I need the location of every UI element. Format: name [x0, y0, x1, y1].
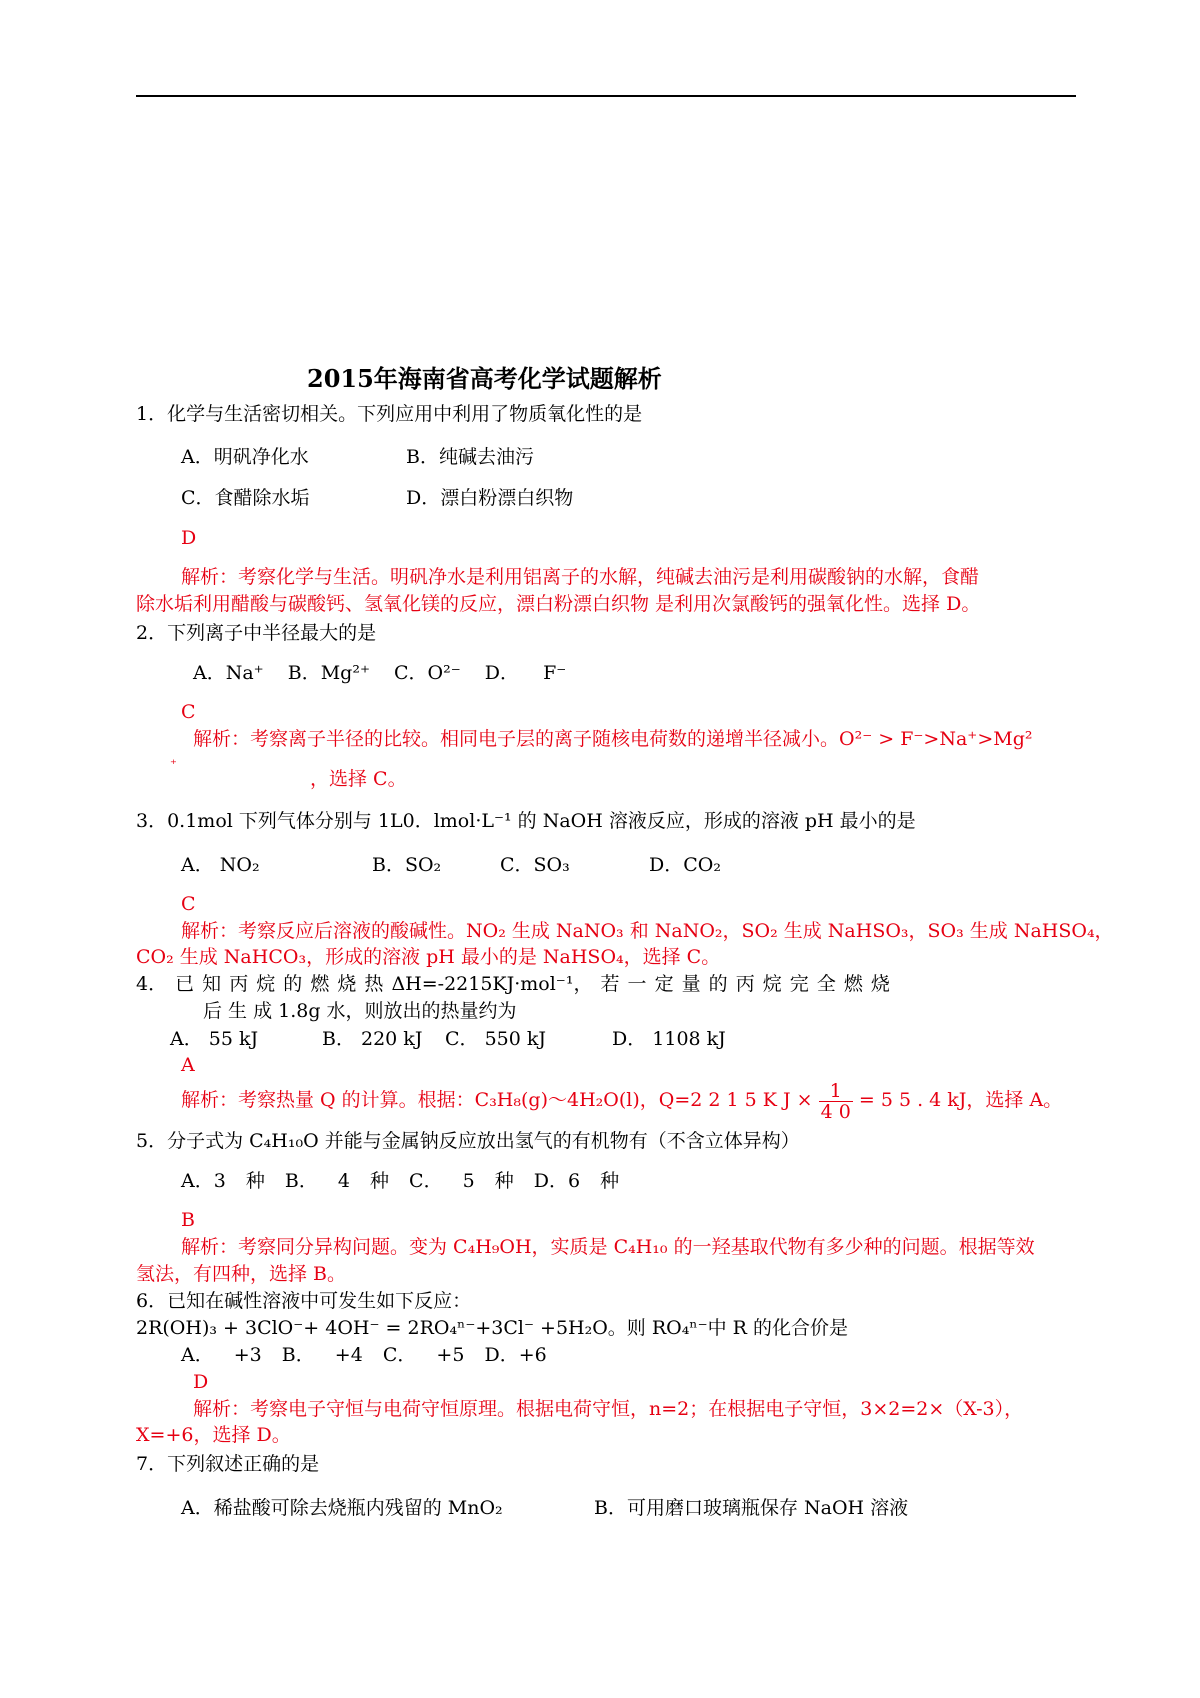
q3-answer: C [181, 893, 196, 915]
q2-explanation-line1: 解析：考察离子半径的比较。相同电子层的离子随核电荷数的递增半径减小。O²⁻ > F⁻>Na⁺>Mg² [193, 728, 1033, 750]
q3-option-b: B．SO₂ [372, 854, 442, 876]
q4-explanation-post: = 5 5 . 4 kJ，选择 A。 [858, 1089, 1063, 1111]
q6-answer: D [193, 1371, 209, 1393]
q4-fraction-denominator: 4 0 [820, 1100, 851, 1123]
q1-option-d: D．漂白粉漂白织物 [406, 487, 574, 509]
q3-option-a: A． NO₂ [181, 854, 260, 876]
q7-stem: 7．下列叙述正确的是 [136, 1453, 320, 1475]
q7-option-b: B．可用磨口玻璃瓶保存 NaOH 溶液 [594, 1497, 909, 1519]
q4-stem-line2: 后 生 成 1.8g 水，则放出的热量约为 [203, 1000, 517, 1022]
q2-answer: C [181, 701, 196, 723]
q4-stem-line1: 4． 已 知 丙 烷 的 燃 烧 热 ΔH=-2215KJ·mol⁻¹， 若 一 定 量 的 丙 烷 完 全 燃 烧 [136, 973, 890, 995]
q3-option-c: C．SO₃ [500, 854, 570, 876]
q1-answer: D [181, 527, 197, 549]
q4-option-b: B． 220 kJ [322, 1028, 423, 1050]
q2-stem: 2．下列离子中半径最大的是 [136, 622, 377, 644]
q5-options: A．3 种 B． 4 种 C． 5 种 D．6 种 [181, 1170, 620, 1192]
q4-fraction-numerator: 1 [819, 1081, 853, 1102]
q6-equation: 2R(OH)₃ + 3ClO⁻+ 4OH⁻ = 2RO₄ⁿ⁻+3Cl⁻ +5H₂O。则 RO₄ⁿ⁻中 R 的化合价是 [136, 1317, 848, 1339]
q4-answer: A [181, 1054, 195, 1076]
q1-explanation-line1: 解析：考察化学与生活。明矾净水是利用铝离子的水解，纯碱去油污是利用碳酸钠的水解，食醋 [181, 566, 980, 588]
q5-stem: 5．分子式为 C₄H₁₀O 并能与金属钠反应放出氢气的有机物有（不含立体异构） [136, 1130, 800, 1152]
q4-option-d: D． 1108 kJ [612, 1028, 726, 1050]
q4-option-a: A． 55 kJ [170, 1028, 259, 1050]
q6-stem: 6．已知在碱性溶液中可发生如下反应： [136, 1290, 472, 1312]
q1-explanation-line2: 除水垢利用醋酸与碳酸钙、氢氧化镁的反应，漂白粉漂白织物 是利用次氯酸钙的强氧化性。选择 D。 [136, 593, 981, 615]
q1-option-c: C．食醋除水垢 [181, 487, 310, 509]
q7-option-a: A．稀盐酸可除去烧瓶内残留的 MnO₂ [181, 1497, 503, 1519]
q1-stem: 1．化学与生活密切相关。下列应用中利用了物质氧化性的是 [136, 403, 643, 425]
q2-options: A．Na⁺ B．Mg²⁺ C．O²⁻ D． F⁻ [193, 662, 567, 684]
q4-fraction [819, 1081, 853, 1122]
page-title: 2015年海南省高考化学试题解析 [307, 364, 662, 393]
q5-explanation-line2: 氢法，有四种，选择 B。 [136, 1263, 347, 1285]
q1-option-b: B．纯碱去油污 [406, 446, 534, 468]
header-rule [136, 95, 1076, 97]
q3-explanation-line1: 解析：考察反应后溶液的酸碱性。NO₂ 生成 NaNO₃ 和 NaNO₂，SO₂ 生成 NaHSO₃，SO₃ 生成 NaHSO₄， [181, 920, 1114, 942]
q2-explanation-line2: ⁺ [170, 757, 177, 772]
q4-option-c: C． 550 kJ [445, 1028, 547, 1050]
q4-explanation-pre: 解析：考察热量 Q 的计算。根据：C₃H₈(g)～4H₂O(l)，Q=2 2 1 5 K J × [181, 1089, 813, 1111]
q6-explanation-line1: 解析：考察电子守恒与电荷守恒原理。根据电荷守恒，n=2；在根据电子守恒，3×2=2×（X-3）， [193, 1398, 1024, 1420]
q3-explanation-line2: CO₂ 生成 NaHCO₃，形成的溶液 pH 最小的是 NaHSO₄，选择 C。 [136, 946, 721, 968]
q6-explanation-line2: X=+6，选择 D。 [136, 1424, 291, 1446]
q1-option-a: A．明矾净化水 [181, 446, 309, 468]
q4-explanation [181, 1077, 1062, 1123]
q6-options: A． +3 B． +4 C． +5 D．+6 [181, 1344, 547, 1366]
q5-answer: B [181, 1209, 195, 1231]
q5-explanation-line1: 解析：考察同分异构问题。变为 C₄H₉OH，实质是 C₄H₁₀ 的一羟基取代物有多少种的问题。根据等效 [181, 1236, 1035, 1258]
q3-stem: 3．0.1mol 下列气体分别与 1L0．lmol·L⁻¹ 的 NaOH 溶液反应，形成的溶液 pH 最小的是 [136, 810, 916, 832]
q2-explanation-line3: ，选择 C。 [310, 768, 407, 790]
q3-option-d: D．CO₂ [649, 854, 721, 876]
